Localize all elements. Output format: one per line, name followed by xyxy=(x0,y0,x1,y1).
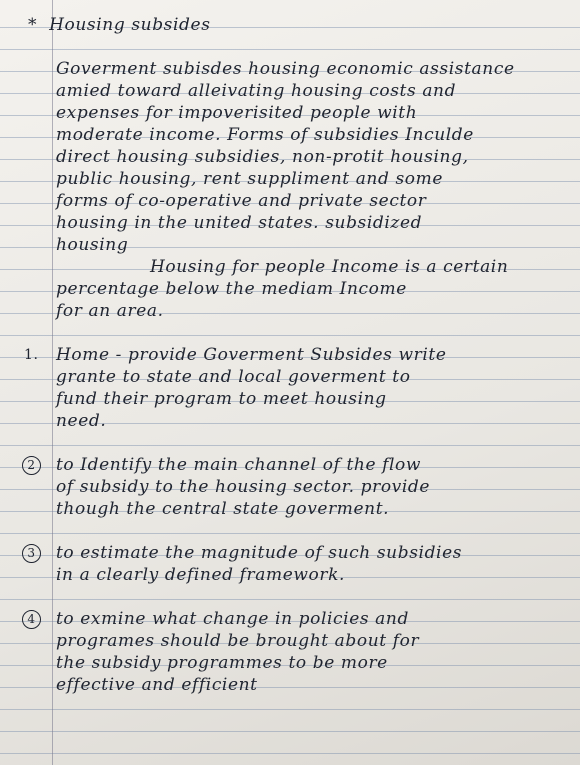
point-text: Home - provide Goverment Subsides write xyxy=(56,345,447,365)
point-number-circle: 3 xyxy=(22,544,41,563)
intro-line: housing in the united states. subsidized xyxy=(56,213,423,233)
point-2-line: of subsidy to the housing sector. provide xyxy=(56,477,431,497)
intro-line: amied toward alleivating housing costs and xyxy=(56,81,457,101)
intro-line: direct housing subsidies, non-protit housing, xyxy=(56,147,469,167)
point-3-line xyxy=(0,542,580,564)
intro-line: public housing, rent suppliment and some xyxy=(56,169,444,189)
intro-line: moderate income. Forms of subsidies Inculde xyxy=(56,125,474,145)
intro-line: expenses for impoverisited people with xyxy=(56,103,418,123)
point-1-line: grante to state and local goverment to xyxy=(56,367,411,387)
point-1-line xyxy=(0,344,580,366)
title-line xyxy=(0,14,580,36)
point-number-circle: 4 xyxy=(22,610,41,629)
point-number-circle: 2 xyxy=(22,456,41,475)
point-3-line: in a clearly defined framework. xyxy=(56,565,345,585)
spacer xyxy=(0,36,580,58)
point-2-line: though the central state goverment. xyxy=(56,499,390,519)
spacer xyxy=(0,432,580,454)
intro-line: percentage below the mediam Income xyxy=(56,279,407,299)
point-text: to exmine what change in policies and xyxy=(56,609,409,629)
spacer xyxy=(0,322,580,344)
spacer xyxy=(0,586,580,608)
point-text: to estimate the magnitude of such subsidies xyxy=(56,543,463,563)
handwritten-notes xyxy=(0,14,580,696)
star-marker: * xyxy=(28,15,38,35)
spacer xyxy=(0,520,580,542)
intro-line: for an area. xyxy=(56,301,164,321)
intro-line: Goverment subisdes housing economic assistance xyxy=(56,59,515,79)
point-1-line: fund their program to meet housing xyxy=(56,389,387,409)
intro-line: housing xyxy=(56,235,129,255)
point-4-line: programes should be brought about for xyxy=(56,631,420,651)
intro-line: forms of co-operative and private sector xyxy=(56,191,427,211)
point-4-line: the subsidy programmes to be more xyxy=(56,653,388,673)
page-title: Housing subsides xyxy=(49,15,211,35)
point-text: to Identify the main channel of the flow xyxy=(56,455,422,475)
point-number: 1. xyxy=(24,347,39,363)
point-1-line: need. xyxy=(56,411,107,431)
intro-indent-line: Housing for people Income is a certain xyxy=(150,257,509,277)
point-2-line xyxy=(0,454,580,476)
point-4-line xyxy=(0,608,580,630)
point-4-line: effective and efficient xyxy=(56,675,258,695)
